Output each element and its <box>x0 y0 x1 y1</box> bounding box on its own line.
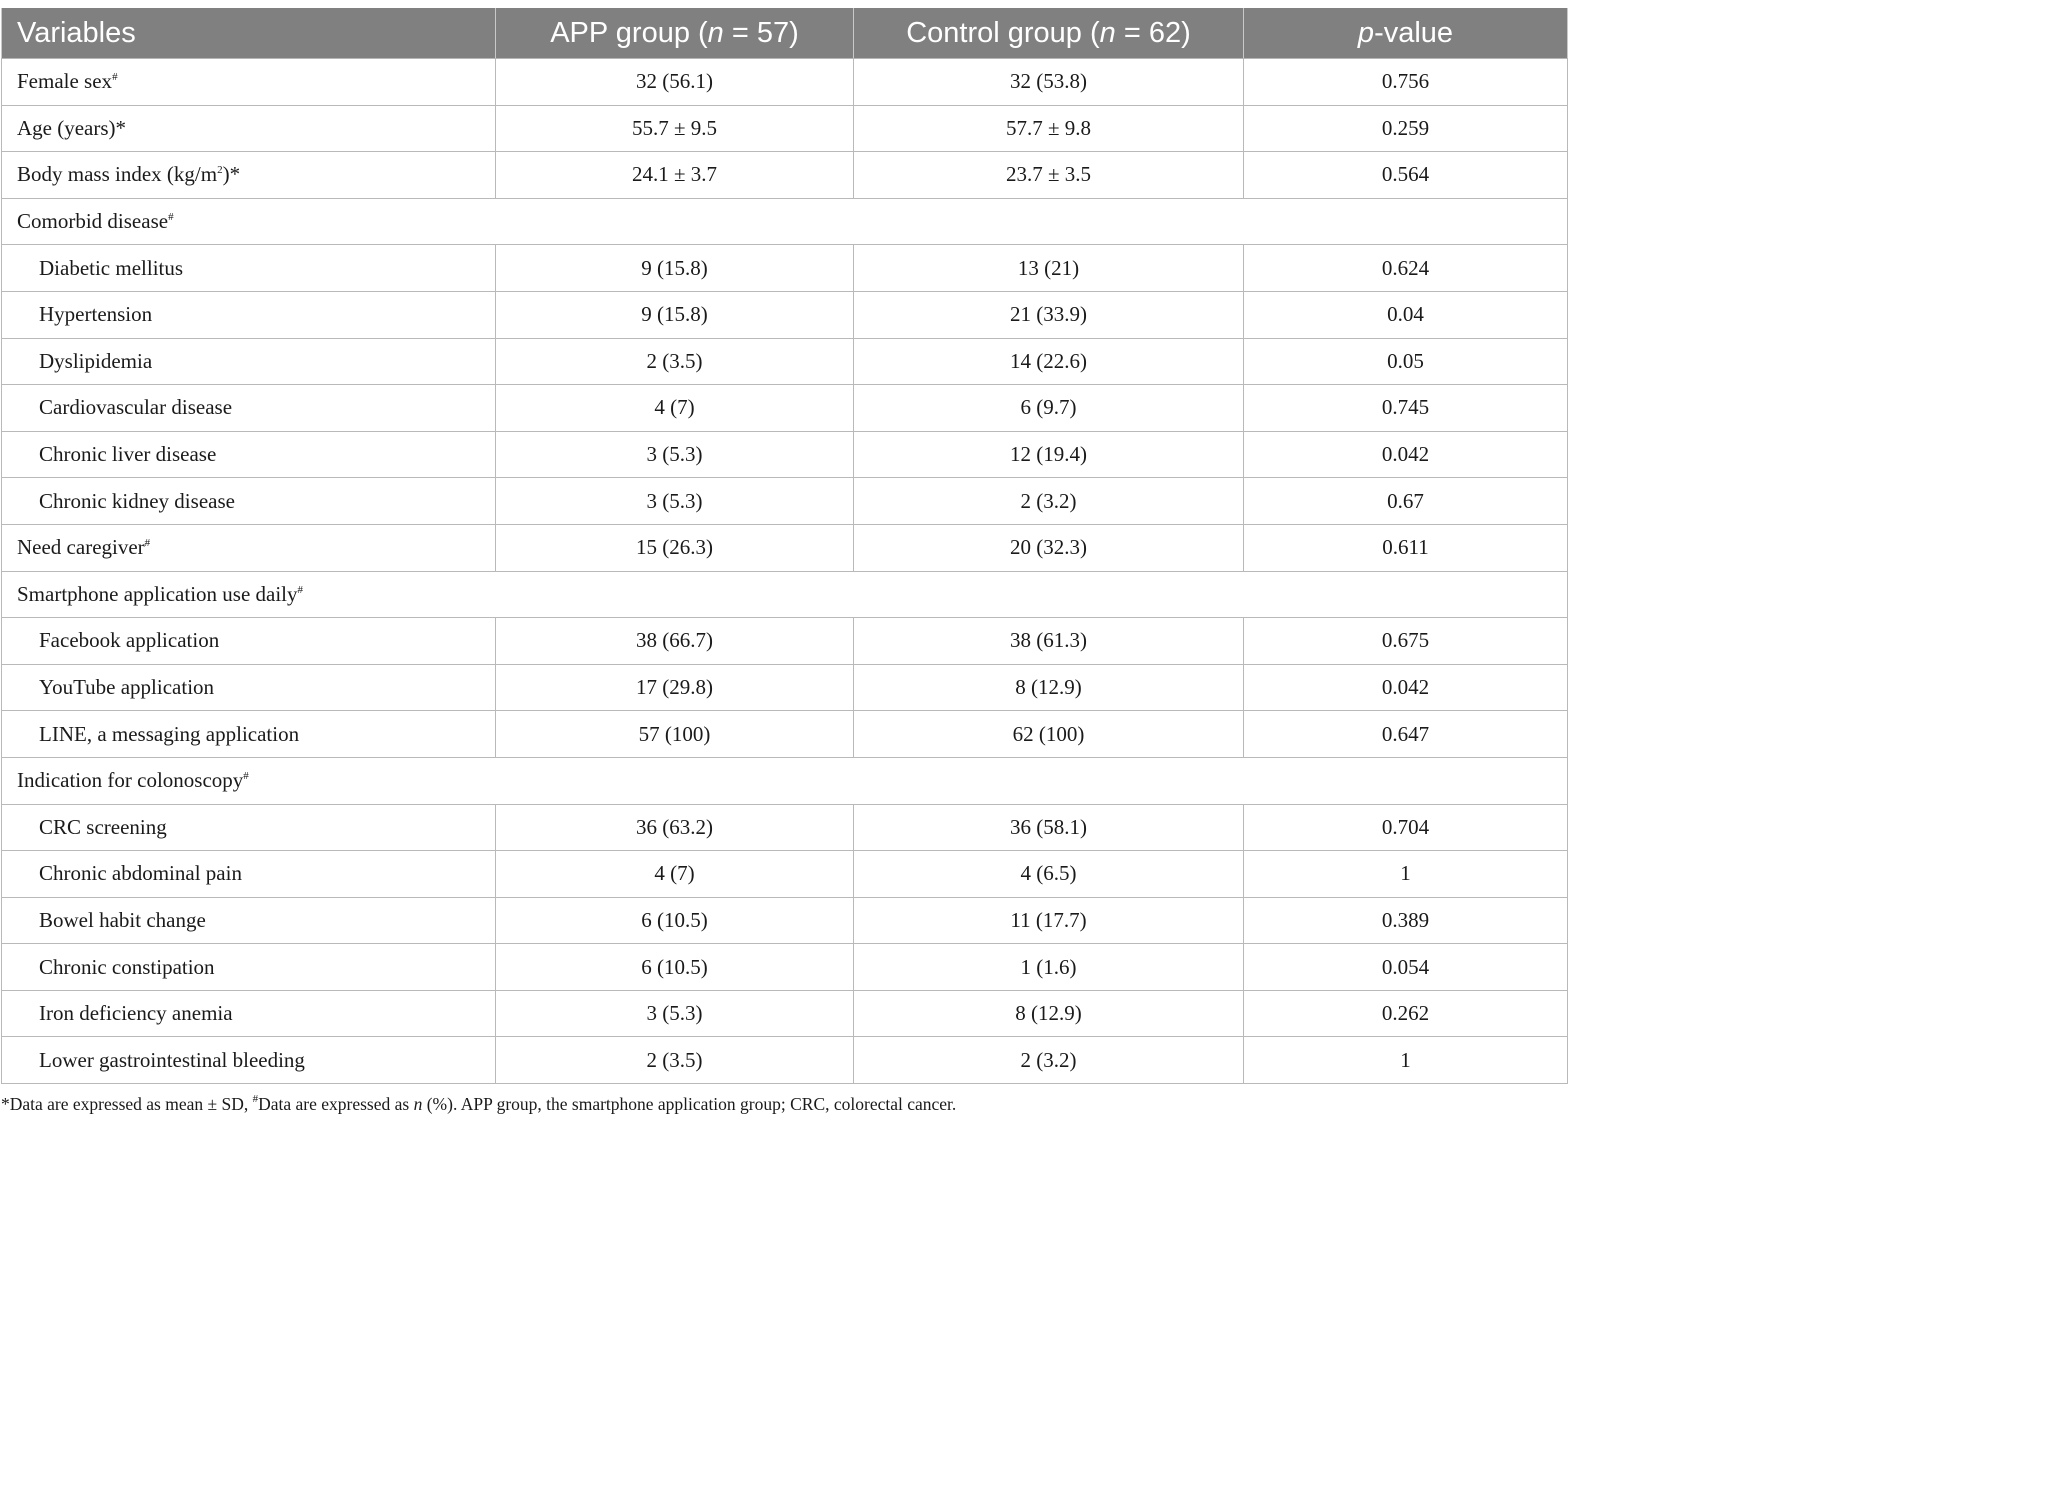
variable-cell <box>2 59 496 106</box>
table-row <box>2 385 1568 432</box>
variable-label: LINE, a messaging application <box>39 721 300 746</box>
header-variables-label: Variables <box>17 16 136 49</box>
footnote-part3: (%). APP group, the smartphone application group; CRC, colorectal cancer. <box>422 1094 957 1114</box>
variable-label: Facebook application <box>39 628 220 653</box>
variable-cell <box>2 385 496 432</box>
p-value-cell: 0.745 <box>1244 385 1568 432</box>
header-variables <box>2 8 496 59</box>
footnote-marker: # <box>252 1093 259 1105</box>
p-value-cell: 0.756 <box>1244 59 1568 106</box>
control-group-cell: 62 (100) <box>854 711 1244 758</box>
variable-cell <box>2 1037 496 1084</box>
variable-cell <box>2 431 496 478</box>
count-marker: # <box>243 770 249 783</box>
control-group-cell: 38 (61.3) <box>854 618 1244 665</box>
table-body <box>2 59 1568 1084</box>
variable-label: Hypertension <box>39 302 153 327</box>
p-value-cell: 0.259 <box>1244 105 1568 152</box>
control-group-cell: 57.7 ± 9.8 <box>854 105 1244 152</box>
p-value-cell: 0.054 <box>1244 944 1568 991</box>
app-group-cell: 17 (29.8) <box>496 664 854 711</box>
app-group-cell: 4 (7) <box>496 851 854 898</box>
table-row <box>2 1037 1568 1084</box>
p-value-cell: 1 <box>1244 851 1568 898</box>
variable-cell <box>2 711 496 758</box>
table-row <box>2 618 1568 665</box>
control-group-cell: 2 (3.2) <box>854 478 1244 525</box>
section-label-cell <box>2 757 1568 804</box>
variable-label: Chronic constipation <box>39 954 215 979</box>
section-label: Indication for colonoscopy <box>17 768 244 793</box>
control-group-cell: 4 (6.5) <box>854 851 1244 898</box>
variable-label: Cardiovascular disease <box>39 395 233 420</box>
p-value-cell: 0.647 <box>1244 711 1568 758</box>
variable-cell <box>2 618 496 665</box>
header-row <box>2 8 1568 59</box>
variable-cell <box>2 804 496 851</box>
app-group-cell: 6 (10.5) <box>496 944 854 991</box>
count-marker: # <box>112 71 118 84</box>
app-group-cell: 6 (10.5) <box>496 897 854 944</box>
app-group-cell: 3 (5.3) <box>496 478 854 525</box>
p-value-cell: 0.042 <box>1244 431 1568 478</box>
table-row <box>2 524 1568 571</box>
app-group-cell: 3 (5.3) <box>496 431 854 478</box>
table-row <box>2 990 1568 1037</box>
variable-cell <box>2 990 496 1037</box>
header-app-group <box>496 8 854 59</box>
control-group-cell: 13 (21) <box>854 245 1244 292</box>
control-group-cell: 8 (12.9) <box>854 990 1244 1037</box>
p-value-cell: 0.389 <box>1244 897 1568 944</box>
header-control-n: n <box>1099 16 1116 49</box>
variable-cell <box>2 291 496 338</box>
section-row <box>2 757 1568 804</box>
p-value-cell: 0.564 <box>1244 152 1568 199</box>
variable-label: Diabetic mellitus <box>39 255 184 280</box>
header-p-value <box>1244 8 1568 59</box>
header-app-prefix: APP group ( <box>550 16 708 49</box>
footnote-part1: *Data are expressed as mean ± SD, <box>1 1094 253 1114</box>
table-row <box>2 338 1568 385</box>
table-row <box>2 897 1568 944</box>
table-row <box>2 59 1568 106</box>
control-group-cell: 12 (19.4) <box>854 431 1244 478</box>
app-group-cell: 3 (5.3) <box>496 990 854 1037</box>
section-row <box>2 571 1568 618</box>
header-control-prefix: Control group ( <box>906 16 1100 49</box>
variable-label: Age (years)* <box>17 115 127 140</box>
app-group-cell: 2 (3.5) <box>496 1037 854 1084</box>
table-row <box>2 664 1568 711</box>
header-p-italic: p <box>1357 16 1375 49</box>
variable-cell <box>2 245 496 292</box>
section-row <box>2 198 1568 245</box>
footnote-part2: Data are expressed as <box>258 1094 414 1114</box>
table-row <box>2 152 1568 199</box>
p-value-cell: 0.67 <box>1244 478 1568 525</box>
control-group-cell: 14 (22.6) <box>854 338 1244 385</box>
variable-label: Chronic kidney disease <box>39 488 235 513</box>
table-header <box>2 8 1568 59</box>
table-footnote <box>1 1094 956 1115</box>
variable-cell <box>2 664 496 711</box>
header-control-suffix: = 62) <box>1115 16 1191 49</box>
variable-cell <box>2 152 496 199</box>
table-row <box>2 851 1568 898</box>
variable-label-suffix: )* <box>222 162 241 187</box>
app-group-cell: 4 (7) <box>496 385 854 432</box>
variable-label: CRC screening <box>39 814 167 839</box>
count-marker: # <box>168 211 174 224</box>
table-row <box>2 804 1568 851</box>
app-group-cell: 57 (100) <box>496 711 854 758</box>
variable-cell <box>2 338 496 385</box>
table-row <box>2 478 1568 525</box>
app-group-cell: 24.1 ± 3.7 <box>496 152 854 199</box>
p-value-cell: 0.04 <box>1244 291 1568 338</box>
app-group-cell: 2 (3.5) <box>496 338 854 385</box>
variable-cell <box>2 944 496 991</box>
header-control-group <box>854 8 1244 59</box>
variable-cell <box>2 851 496 898</box>
variable-label: YouTube application <box>39 675 215 700</box>
variable-label: Chronic liver disease <box>39 442 217 467</box>
control-group-cell: 11 (17.7) <box>854 897 1244 944</box>
header-p-suffix: -value <box>1374 16 1454 49</box>
header-app-suffix: = 57) <box>723 16 799 49</box>
app-group-cell: 9 (15.8) <box>496 245 854 292</box>
count-marker: # <box>144 537 151 550</box>
app-group-cell: 38 (66.7) <box>496 618 854 665</box>
variable-cell <box>2 524 496 571</box>
app-group-cell: 36 (63.2) <box>496 804 854 851</box>
p-value-cell: 0.704 <box>1244 804 1568 851</box>
count-marker: # <box>297 583 304 596</box>
p-value-cell: 0.611 <box>1244 524 1568 571</box>
variable-cell <box>2 897 496 944</box>
table-row <box>2 431 1568 478</box>
control-group-cell: 36 (58.1) <box>854 804 1244 851</box>
control-group-cell: 2 (3.2) <box>854 1037 1244 1084</box>
control-group-cell: 32 (53.8) <box>854 59 1244 106</box>
app-group-cell: 32 (56.1) <box>496 59 854 106</box>
superscript-exponent: 2 <box>217 164 223 177</box>
table-row <box>2 245 1568 292</box>
control-group-cell: 8 (12.9) <box>854 664 1244 711</box>
variable-label: Dyslipidemia <box>39 348 153 373</box>
table-row <box>2 291 1568 338</box>
section-label: Smartphone application use daily <box>17 581 298 606</box>
variable-label: Lower gastrointestinal bleeding <box>39 1047 305 1072</box>
variable-label: Female sex <box>17 69 113 94</box>
variable-label: Body mass index (kg/m <box>17 162 218 187</box>
p-value-cell: 0.624 <box>1244 245 1568 292</box>
app-group-cell: 15 (26.3) <box>496 524 854 571</box>
p-value-cell: 0.675 <box>1244 618 1568 665</box>
table-row <box>2 711 1568 758</box>
p-value-cell: 0.05 <box>1244 338 1568 385</box>
control-group-cell: 21 (33.9) <box>854 291 1244 338</box>
p-value-cell: 0.042 <box>1244 664 1568 711</box>
header-app-n: n <box>707 16 724 49</box>
table-row <box>2 944 1568 991</box>
variable-label: Need caregiver <box>17 535 145 560</box>
app-group-cell: 55.7 ± 9.5 <box>496 105 854 152</box>
variable-label: Chronic abdominal pain <box>39 861 242 886</box>
control-group-cell: 23.7 ± 3.5 <box>854 152 1244 199</box>
variable-label: Iron deficiency anemia <box>39 1001 233 1026</box>
section-label-cell <box>2 198 1568 245</box>
characteristics-table <box>1 8 1568 1084</box>
variable-label: Bowel habit change <box>39 907 206 932</box>
footnote-n-italic: n <box>413 1094 423 1114</box>
control-group-cell: 20 (32.3) <box>854 524 1244 571</box>
section-label: Comorbid disease <box>17 209 169 234</box>
app-group-cell: 9 (15.8) <box>496 291 854 338</box>
variable-cell <box>2 105 496 152</box>
section-label-cell <box>2 571 1568 618</box>
control-group-cell: 6 (9.7) <box>854 385 1244 432</box>
p-value-cell: 1 <box>1244 1037 1568 1084</box>
table-row <box>2 105 1568 152</box>
control-group-cell: 1 (1.6) <box>854 944 1244 991</box>
p-value-cell: 0.262 <box>1244 990 1568 1037</box>
variable-cell <box>2 478 496 525</box>
